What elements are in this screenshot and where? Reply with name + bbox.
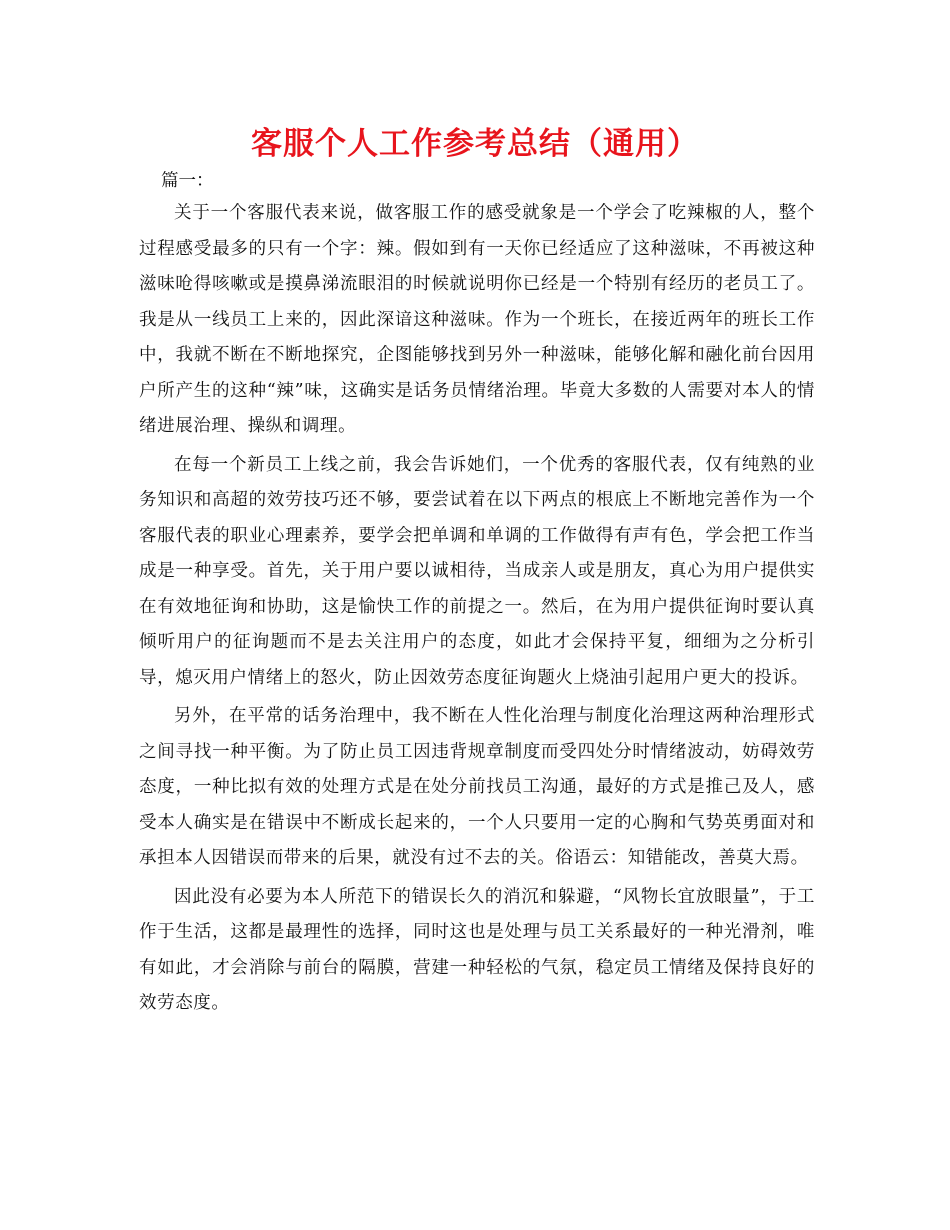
paragraph-1: 关于一个客服代表来说，做客服工作的感受就象是一个学会了吃辣椒的人，整个过程感受最多的只有一个字：辣。假如到有一天你已经适应了这种滋味，不再被这种滋味呛得咳嗽或是摸鼻涕流眼泪的时候就说明你已经是一个特别有经历的老员工了。我是从一线员工上来的，因此深谙这种滋味。作为一个班长，在接近两年的班长工作中，我就不断在不断地探究，企图能够找到另外一种滋味，能够化解和融化前台因用户所产生的这种“辣”味，这确实是话务员情绪治理。毕竟大多数的人需要对本人的情绪进展治理、操纵和调理。 [139, 203, 815, 436]
paragraph-4: 因此没有必要为本人所范下的错误长久的消沉和躲避，“风物长宜放眼量”，于工作于生活，这都是最理性的选择，同时这也是处理与员工关系最好的一种光滑剂，唯有如此，才会消除与前台的隔膜，营建一种轻松的气氛，稳定员工情绪及保持良好的效劳态度。 [139, 886, 815, 1013]
document-title: 客服个人工作参考总结（通用） [251, 126, 699, 162]
document-body [139, 166, 815, 1022]
section-label: 篇一： [161, 171, 214, 191]
paragraph-2: 在每一个新员工上线之前，我会告诉她们，一个优秀的客服代表，仅有纯熟的业务知识和高超的效劳技巧还不够，要尝试着在以下两点的根底上不断地完善作为一个客服代表的职业心理素养，要学会把单调和单调的工作做得有声有色，学会把工作当成是一种享受。首先，关于用户要以诚相待，当成亲人或是朋友，真心为用户提供实在有效地征询和协助，这是愉快工作的前提之一。然后，在为用户提供征询时要认真倾听用户的征询题而不是去关注用户的态度，如此才会保持平复，细细为之分析引导，熄灭用户情绪上的怒火，防止因效劳态度征询题火上烧油引起用户更大的投诉。 [139, 454, 815, 688]
paragraph-3: 另外，在平常的话务治理中，我不断在人性化治理与制度化治理这两种治理形式之间寻找一种平衡。为了防止员工因违背规章制度而受四处分时情绪波动，妨碍效劳态度，一种比拟有效的处理方式是在处分前找员工沟通，最好的方式是推己及人，感受本人确实是在错误中不断成长起来的，一个人只要用一定的心胸和气势英勇面对和承担本人因错误而带来的后果，就没有过不去的关。俗语云：知错能改，善莫大焉。 [139, 706, 815, 868]
